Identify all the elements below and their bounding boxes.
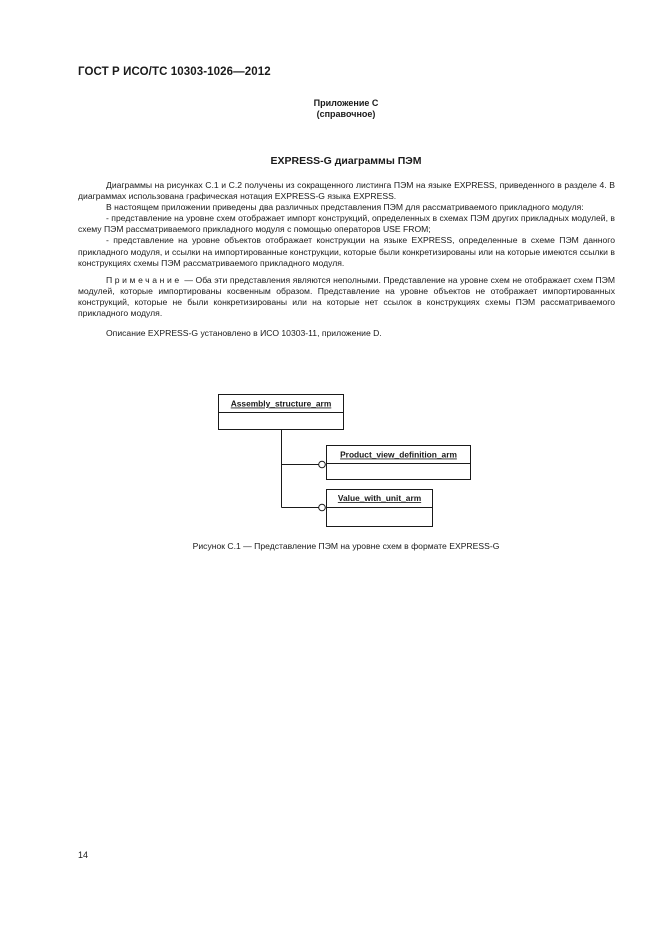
- page-number: 14: [78, 850, 89, 860]
- annex-status: (справочное): [316, 109, 376, 119]
- figure-caption: Рисунок С.1 — Представление ПЭМ на уровне схем в формате EXPRESS-G: [192, 541, 500, 551]
- note-label: Примечание: [106, 274, 182, 285]
- annex-title: EXPRESS-G диаграммы ПЭМ: [270, 155, 422, 167]
- schema-box-imported-2: [327, 490, 433, 527]
- connector-end-circle-1: [319, 461, 326, 468]
- paragraph-object-level: - представление на уровне объектов отображает конструкции на языке EXPRESS, определенные в схеме ПЭМ данного прикладного модуля, и ссылки на импортированные конструкции, которые были конкретизированы или на которые имеются ссылки в конструкциях схемы ПЭМ рассматриваемого прикладного модуля.: [78, 235, 615, 268]
- document-code: ГОСТ Р ИСО/ТС 10303-1026—2012: [78, 66, 271, 78]
- schema-label-imported-1: Product_view_definition_arm: [340, 449, 457, 460]
- annex-body: [78, 180, 615, 339]
- schema-box-main: [219, 395, 344, 430]
- annex-heading: [0, 98, 661, 120]
- paragraph-intro: Диаграммы на рисунках С.1 и С.2 получены из сокращенного листинга ПЭМ на языке EXPRESS, приведенного в разделе 4. В диаграммах использована графическая нотация EXPRESS-G языка EXPRESS.: [78, 180, 615, 202]
- paragraph-schema-level: - представление на уровне схем отображает импорт конструкций, определенных в схемах ПЭМ других прикладных модулей, в схему ПЭМ рассматриваемого прикладного модуля с помощью операторов USE FROM;: [78, 213, 615, 235]
- paragraph-representations: В настоящем приложении приведены два различных представления ПЭМ для рассматриваемого прикладного модуля:: [106, 202, 584, 213]
- note-paragraph: [78, 275, 615, 319]
- schema-label-main: Assembly_structure_arm: [230, 398, 332, 409]
- connector-end-circle-2: [319, 504, 326, 511]
- note-text: — Оба эти представления являются неполными. Представление на уровне схем не отображает схем ПЭМ модулей, которые импортированы косвенным образом. Представление на уровне объектов не отображает импортированных конструкций, которые не были конкретизированы или на которые нет ссылок в конструкциях схемы ПЭМ рассматриваемого прикладного модуля.: [78, 274, 615, 319]
- schema-box-imported-1: [327, 446, 471, 480]
- annex-label: Приложение С: [313, 98, 379, 108]
- schema-label-imported-2: Value_with_unit_arm: [337, 493, 422, 503]
- paragraph-reference: Описание EXPRESS-G установлено в ИСО 10303-11, приложение D.: [106, 328, 382, 339]
